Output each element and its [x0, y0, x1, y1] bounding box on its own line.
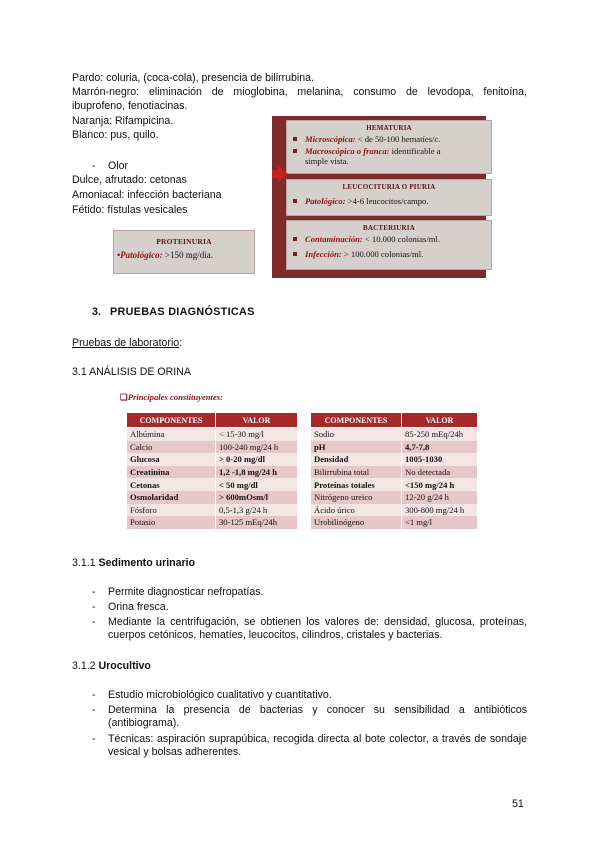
table-header: VALOR: [216, 413, 298, 428]
list-item: Determina la presencia de bacterias y conocer su sensibilidad a antibióticos (antibiograma).: [108, 704, 527, 730]
hematuria-item-text: < de 50-100 hematíes/c.: [355, 134, 441, 144]
table-cell: Creatinina: [127, 466, 216, 479]
proteinuria-item: [114, 250, 254, 260]
lab-heading: [72, 337, 182, 349]
table-row: [311, 491, 478, 504]
table-cell: Densidad: [311, 453, 402, 466]
table-row: [311, 441, 478, 454]
table-cell: Fósforo: [127, 504, 216, 517]
proteinuria-title: PROTEINURIA: [156, 237, 212, 246]
section-title: PRUEBAS DIAGNÓSTICAS: [110, 306, 255, 318]
table-cell: Albúmina: [127, 428, 216, 441]
components-table-left: [126, 412, 298, 529]
bacteriuria-item-text: > 100.000 colonias/ml.: [341, 249, 424, 259]
list-item: Orina fresca.: [108, 601, 169, 613]
components-table-right: [310, 412, 478, 529]
table-cell: 85-250 mEq/24h: [402, 428, 478, 441]
table-row: [311, 428, 478, 441]
olor-dash: -: [92, 160, 96, 172]
table-row: [127, 441, 298, 454]
table-cell: Potasio: [127, 516, 216, 529]
list-item: Técnicas: aspiración suprapúbica, recogida directa al bote colector, a través de sondaje vesical y bolsas adherentes.: [108, 733, 527, 759]
bullet-dash: -: [92, 689, 96, 701]
principales-heading: [120, 392, 223, 403]
bullet-square-icon: [293, 252, 297, 256]
table-cell: < 50 mg/dl: [216, 478, 298, 491]
table-cell: 300-800 mg/24 h: [402, 504, 478, 517]
hematuria-item-text: identificable a: [389, 146, 441, 156]
table-row: [127, 478, 298, 491]
principales-label: Principales constituyentes:: [127, 392, 223, 402]
section-number: 3.: [92, 306, 102, 318]
table-header: VALOR: [402, 413, 478, 428]
olor-label: Olor: [108, 160, 129, 172]
proteinuria-box: [113, 230, 255, 274]
subsection-number: 3.1.1: [72, 557, 96, 569]
table-cell: Nitrógeno ureico: [311, 491, 402, 504]
list-item: Permite diagnosticar nefropatías.: [108, 586, 264, 598]
subsection-3-1-1-heading: [72, 557, 195, 570]
hematuria-title: HEMATURIA: [366, 124, 412, 132]
leucocituria-item-text: >4-6 leucocitos/campo.: [345, 196, 429, 206]
table-cell: 30-125 mEq/24h: [216, 516, 298, 529]
table-cell: pH: [311, 441, 402, 454]
table-cell: Glucosa: [127, 453, 216, 466]
table-header: COMPONENTES: [311, 413, 402, 428]
table-cell: Proteínas totales: [311, 478, 402, 491]
bacteriuria-box: [286, 220, 492, 270]
table-row: [127, 466, 298, 479]
table-cell: Cetonas: [127, 478, 216, 491]
text-line-ibuprofeno: ibuprofeno, fenotiacinas.: [72, 100, 188, 112]
hematuria-item: [287, 134, 491, 144]
text-line-marron: Marrón-negro: eliminación de mioglobina, melanina, consumo de levodopa, fenitoína,: [72, 86, 527, 98]
table-header: COMPONENTES: [127, 413, 216, 428]
table-cell: < 15-30 mg/l: [216, 428, 298, 441]
table-cell: 4,7-7,8: [402, 441, 478, 454]
table-cell: Calcio: [127, 441, 216, 454]
bullet-dash: -: [92, 704, 96, 716]
hematuria-box: [286, 120, 492, 174]
table-row: [127, 491, 298, 504]
bacteriuria-item-label: Infección:: [305, 249, 342, 259]
hematuria-item-label: Microscópica:: [305, 134, 356, 144]
table-cell: <150 mg/24 h: [402, 478, 478, 491]
table-cell: > 0-20 mg/dl: [216, 453, 298, 466]
table-cell: Sodio: [311, 428, 402, 441]
page-number: 51: [512, 798, 524, 810]
hematuria-item-label: Macroscópica o franca:: [305, 146, 390, 156]
olor-item: Amoniacal: infección bacteriana: [72, 189, 222, 201]
subsection-3-1-title: 3.1 ANÁLISIS DE ORINA: [72, 366, 191, 378]
bullet-square-icon: [293, 237, 297, 241]
table-row: [127, 504, 298, 517]
olor-item: Fétido: fístulas vesicales: [72, 204, 188, 216]
table-cell: Ácido úrico: [311, 504, 402, 517]
leucocituria-item: [287, 196, 491, 206]
bullet-square-icon: [293, 149, 297, 153]
checkbox-icon: ❑: [120, 392, 128, 402]
bullet-square-icon: [293, 199, 297, 203]
table-cell: > 600mOsm/l: [216, 491, 298, 504]
proteinuria-label: •Patológico:: [117, 250, 163, 260]
subsection-3-1-2-heading: [72, 660, 151, 673]
leucocituria-item-label: Patológico:: [305, 196, 346, 206]
text-line-blanco: Blanco: pus, quilo.: [72, 129, 159, 141]
bullet-dash: -: [92, 616, 96, 628]
table-cell: 0,5-1,3 g/24 h: [216, 504, 298, 517]
proteinuria-text: >150 mg/día.: [162, 250, 213, 260]
list-item: Estudio microbiológico cualitativo y cuantitativo.: [108, 689, 332, 701]
table-row: [311, 516, 478, 529]
table-cell: Urobilinógeno: [311, 516, 402, 529]
subsection-title: Sedimento urinario: [98, 557, 196, 569]
bacteriuria-item: [287, 249, 491, 259]
table-row: [311, 504, 478, 517]
bacteriuria-item: [287, 234, 491, 244]
olor-item: Dulce, afrutado: cetonas: [72, 174, 187, 186]
text-line-pardo: Pardo: coluria, (coca-cola), presencia de bilirrubina.: [72, 72, 315, 84]
table-cell: <1 mg/l: [402, 516, 478, 529]
subsection-number: 3.1.2: [72, 660, 96, 672]
table-cell: 100-240 mg/24 h: [216, 441, 298, 454]
bullet-dash: -: [92, 733, 96, 745]
text-line-naranja: Naranja: Rifampicina.: [72, 115, 174, 127]
bullet-dash: -: [92, 601, 96, 613]
bacteriuria-title: BACTERIURIA: [363, 224, 415, 232]
table-cell: Bilirrubina total: [311, 466, 402, 479]
table-cell: 1005-1030: [402, 453, 478, 466]
table-row: [311, 466, 478, 479]
hematuria-item: [287, 146, 491, 166]
table-row: [311, 478, 478, 491]
subsection-title: Urocultivo: [98, 660, 151, 672]
hematuria-item-text: simple vista.: [305, 156, 349, 166]
table-row: [127, 516, 298, 529]
bullet-dash: -: [92, 586, 96, 598]
lab-heading-text: Pruebas de laboratorio: [72, 337, 180, 349]
bacteriuria-item-text: < 10.000 colonias/ml.: [362, 234, 440, 244]
table-row: [311, 453, 478, 466]
bacteriuria-item-label: Contaminación:: [305, 234, 363, 244]
table-cell: Osmolaridad: [127, 491, 216, 504]
table-cell: No detectada: [402, 466, 478, 479]
list-item: Mediante la centrifugación, se obtienen los valores de: densidad, glucosa, proteínas, cuerpos cetónicos, hematíes, leucocitos, cilindros, cristales y bacterias.: [108, 616, 527, 642]
table-row: [127, 428, 298, 441]
table-row: [127, 453, 298, 466]
table-cell: 12-20 g/24 h: [402, 491, 478, 504]
lab-heading-colon: :: [179, 337, 183, 349]
leucocituria-box: [286, 179, 492, 216]
bullet-square-icon: [293, 137, 297, 141]
leucocituria-title: LEUCOCITURIA O PIURIA: [342, 183, 436, 191]
table-cell: 1,2 -1,8 mg/24 h: [216, 466, 298, 479]
